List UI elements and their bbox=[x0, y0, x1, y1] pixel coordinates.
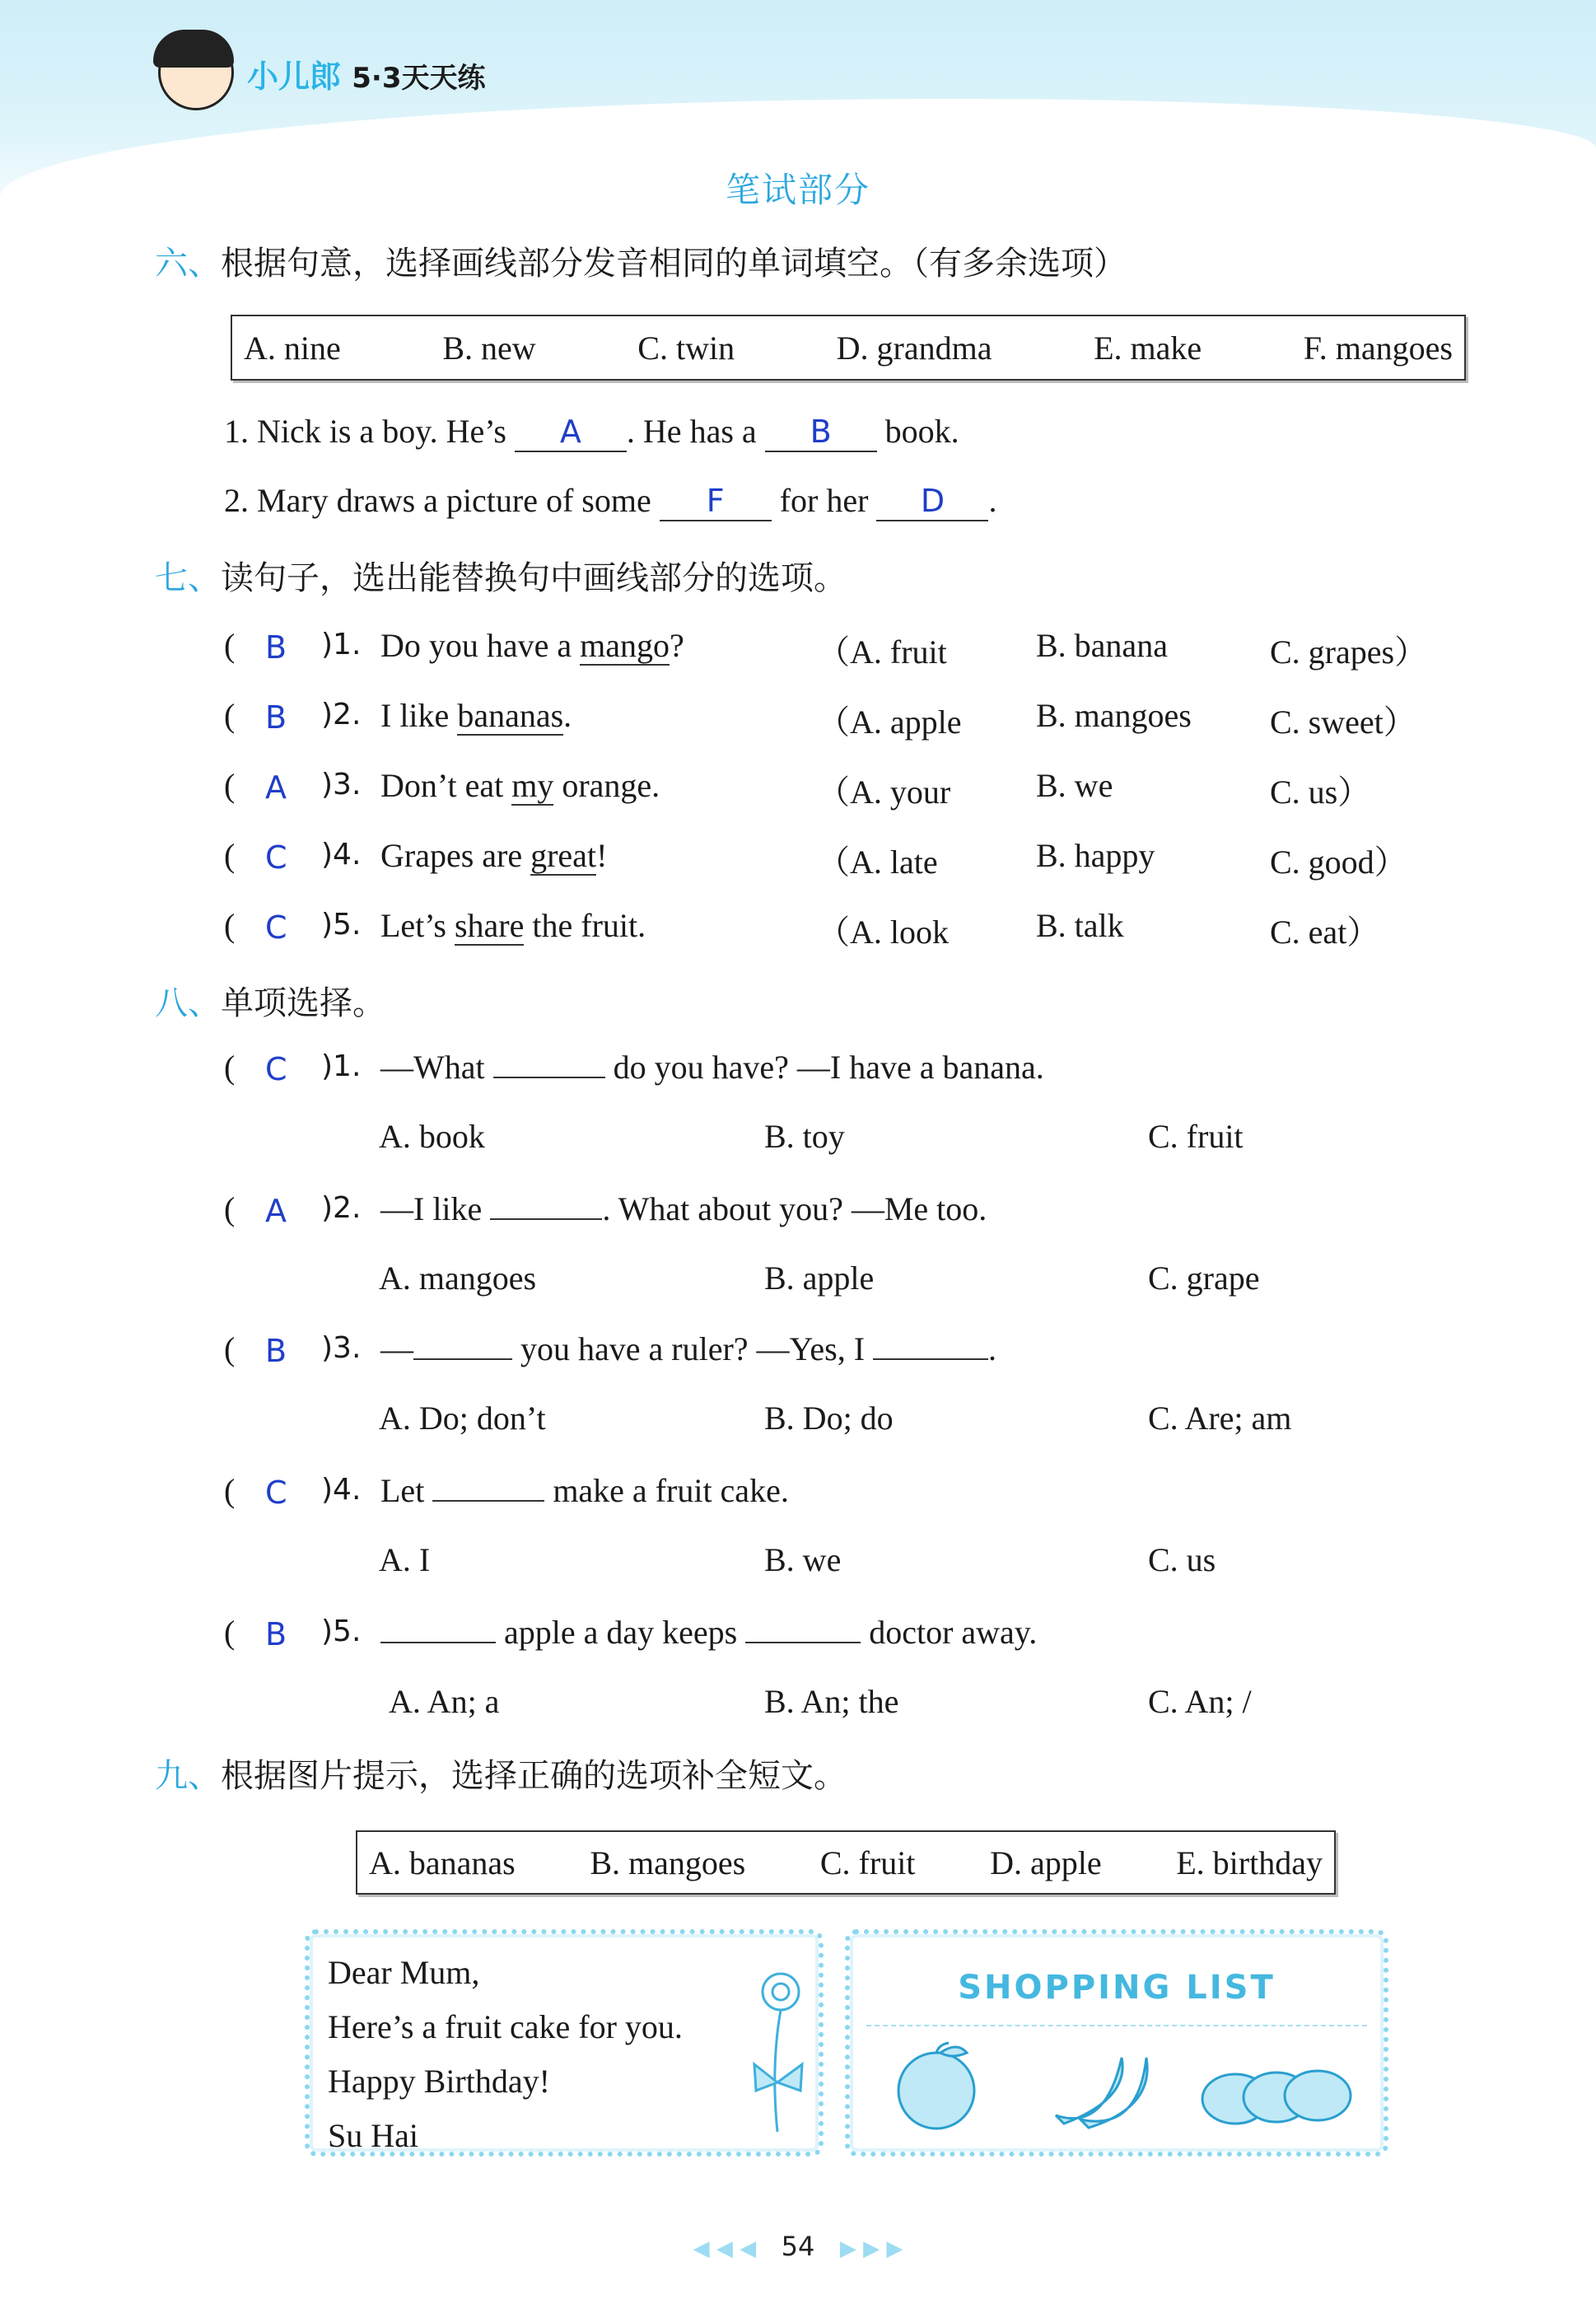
q7-option-c: C. eat） bbox=[1270, 914, 1380, 951]
q7-option-a: （A. look bbox=[817, 914, 949, 951]
q8-question bbox=[380, 1189, 987, 1228]
q7-item bbox=[224, 696, 1459, 745]
q8-option-a: A. Do; don’t bbox=[379, 1400, 546, 1437]
q8-number: 八、 bbox=[155, 984, 221, 1022]
paren-open: ( bbox=[224, 767, 236, 804]
q7-sentence bbox=[380, 836, 607, 875]
paren-open: ( bbox=[224, 697, 236, 734]
q7-answer[interactable]: C bbox=[265, 839, 287, 876]
q8-option-c: C. us bbox=[1148, 1541, 1216, 1578]
q8-q3: doctor away. bbox=[869, 1614, 1038, 1651]
q8-option-c: C. Are; am bbox=[1148, 1400, 1292, 1437]
q8-q2: you have a ruler? —Yes, I bbox=[520, 1330, 866, 1367]
q9-option-d: D. apple bbox=[990, 1844, 1102, 1881]
q7-option-c: C. grapes） bbox=[1270, 633, 1428, 671]
q8-number: )3. bbox=[321, 1331, 362, 1365]
q7-post: ! bbox=[596, 837, 608, 874]
q8-option-b: B. Do; do bbox=[764, 1400, 894, 1437]
q8-item bbox=[224, 1189, 1459, 1313]
q8-option-a: A. An; a bbox=[389, 1683, 500, 1720]
q8-answer[interactable]: B bbox=[265, 1333, 287, 1369]
brand-rest: 5·3天天练 bbox=[352, 62, 486, 95]
q7-answer[interactable]: B bbox=[265, 629, 287, 666]
q7-option-b: B. happy bbox=[1036, 837, 1155, 874]
q7-option-c: C. good） bbox=[1270, 844, 1407, 881]
q6-s1-answer-2: B bbox=[810, 414, 832, 450]
q8-number: )4. bbox=[321, 1473, 362, 1507]
paren-open: ( bbox=[224, 837, 236, 874]
q8-question bbox=[380, 1471, 789, 1510]
q7-underlined: bananas bbox=[457, 697, 564, 734]
q8-item bbox=[224, 1330, 1459, 1453]
q7-option-b: B. banana bbox=[1036, 627, 1168, 664]
paren-open: ( bbox=[224, 907, 236, 944]
q9-options-box bbox=[356, 1830, 1336, 1895]
q7-number: )4. bbox=[321, 838, 362, 872]
q7-post: ? bbox=[670, 627, 684, 664]
q6-s1-blank-2[interactable] bbox=[765, 412, 877, 452]
q7-pre: Let’s bbox=[380, 907, 455, 944]
q6-option-f: F. mangoes bbox=[1303, 329, 1453, 367]
paren-open: ( bbox=[224, 1614, 236, 1651]
card-line-1: Dear Mum, bbox=[328, 1954, 480, 1991]
q6-s1-blank-1[interactable] bbox=[515, 412, 627, 452]
q8-blank-1[interactable] bbox=[493, 1077, 605, 1078]
q8-option-b: B. we bbox=[764, 1541, 842, 1578]
shopping-list-card bbox=[845, 1929, 1388, 2157]
q9-option-c: C. fruit bbox=[819, 1844, 916, 1881]
q8-q1: — bbox=[380, 1330, 413, 1367]
paren-open: ( bbox=[224, 1472, 236, 1509]
q7-answer[interactable]: C bbox=[265, 909, 287, 946]
q7-number: )2. bbox=[321, 698, 362, 731]
q7-option-a: （A. late bbox=[817, 844, 938, 881]
q8-item bbox=[224, 1471, 1459, 1595]
q7-sentence bbox=[380, 906, 646, 945]
q8-answer[interactable]: C bbox=[265, 1474, 287, 1511]
q7-underlined: great bbox=[530, 837, 597, 874]
brand-main: 小儿郎 bbox=[247, 58, 342, 95]
q7-option-a: （A. fruit bbox=[817, 633, 947, 671]
q7-option-c: C. sweet） bbox=[1270, 703, 1416, 741]
q7-pre: I like bbox=[380, 697, 458, 734]
q7-number: )5. bbox=[321, 908, 362, 942]
q7-pre: Do you have a bbox=[380, 627, 581, 664]
q6-s2-blank-1[interactable] bbox=[660, 481, 772, 521]
q7-pre: Grapes are bbox=[380, 837, 531, 874]
q7-underlined: my bbox=[511, 767, 554, 804]
q8-title: 单项选择。 bbox=[221, 984, 385, 1022]
birthday-card bbox=[305, 1929, 824, 2157]
q9-option-a: A. bananas bbox=[369, 1844, 516, 1881]
q8-blank-2[interactable] bbox=[745, 1642, 861, 1643]
q9-option-b: B. mangoes bbox=[590, 1844, 746, 1881]
q7-item bbox=[224, 836, 1459, 886]
q8-answer[interactable]: B bbox=[265, 1616, 287, 1652]
q7-number: 七、 bbox=[155, 559, 221, 597]
q6-s2-part-a: 2. Mary draws a picture of some bbox=[224, 482, 651, 519]
q6-option-a: A. nine bbox=[244, 329, 341, 367]
q7-number: )1. bbox=[321, 628, 362, 661]
right-arrows-icon: ▶ ▶ ▶ bbox=[839, 2236, 903, 2261]
q8-option-a: A. I bbox=[379, 1541, 431, 1578]
card-line-4: Su Hai bbox=[328, 2117, 418, 2154]
paren-open: ( bbox=[224, 627, 236, 664]
q8-option-a: A. mangoes bbox=[379, 1259, 537, 1297]
q7-number: )3. bbox=[321, 768, 362, 801]
q8-item bbox=[224, 1048, 1459, 1171]
q6-sentence-1 bbox=[224, 412, 959, 452]
q6-option-c: C. twin bbox=[637, 329, 735, 367]
q7-sentence bbox=[380, 766, 660, 805]
q8-option-b: B. An; the bbox=[764, 1683, 899, 1720]
q7-post: the fruit. bbox=[524, 907, 646, 944]
q7-title: 读句子，选出能替换句中画线部分的选项。 bbox=[221, 559, 847, 597]
q8-item bbox=[224, 1613, 1459, 1736]
q6-s2-answer-1: F bbox=[706, 483, 725, 519]
q8-answer[interactable]: A bbox=[265, 1193, 287, 1229]
q7-post: . bbox=[563, 697, 572, 734]
q7-underlined: share bbox=[454, 907, 525, 944]
brand-logo bbox=[247, 51, 485, 96]
q8-q2: make a fruit cake. bbox=[553, 1472, 789, 1509]
section-title: 笔试部分 bbox=[725, 170, 870, 210]
q8-option-c: C. An; / bbox=[1148, 1683, 1252, 1720]
q8-answer[interactable]: C bbox=[265, 1051, 287, 1087]
q7-option-a: （A. your bbox=[817, 773, 951, 811]
q6-s2-part-c: . bbox=[988, 482, 997, 519]
q8-q2: do you have? —I have a banana. bbox=[613, 1049, 1044, 1086]
page-number-area bbox=[0, 2231, 1596, 2262]
q8-number: )1. bbox=[321, 1049, 362, 1083]
paren-open: ( bbox=[224, 1049, 236, 1086]
q8-option-b: B. apple bbox=[764, 1259, 875, 1297]
q8-heading bbox=[155, 977, 385, 1024]
banana-icon bbox=[1039, 2041, 1163, 2132]
q7-option-b: B. mangoes bbox=[1036, 697, 1192, 734]
q8-number: )5. bbox=[321, 1615, 362, 1648]
q6-s2-blank-2[interactable] bbox=[876, 481, 988, 521]
left-arrows-icon: ◀ ◀ ◀ bbox=[693, 2236, 757, 2261]
q6-s1-part-c: book. bbox=[884, 413, 959, 450]
q8-blank-1[interactable] bbox=[432, 1500, 544, 1502]
shopping-list-title: SHOPPING LIST bbox=[958, 1969, 1276, 2007]
card-line-3: Happy Birthday! bbox=[328, 2063, 550, 2100]
q6-s2-answer-2: D bbox=[920, 483, 945, 519]
q6-sentence-2 bbox=[224, 481, 996, 521]
q8-q2: apple a day keeps bbox=[504, 1614, 738, 1651]
q7-post: orange. bbox=[553, 767, 660, 804]
q8-number: )2. bbox=[321, 1191, 362, 1225]
q7-pre: Don’t eat bbox=[380, 767, 512, 804]
q6-option-d: D. grandma bbox=[836, 329, 992, 367]
q8-blank-1[interactable] bbox=[413, 1358, 512, 1360]
shopping-divider bbox=[866, 2025, 1367, 2026]
q8-q3: . bbox=[988, 1330, 997, 1367]
q8-blank-1[interactable] bbox=[490, 1218, 602, 1220]
q8-blank-1[interactable] bbox=[380, 1642, 496, 1643]
q8-option-c: C. grape bbox=[1148, 1259, 1260, 1297]
q7-answer[interactable]: B bbox=[265, 699, 287, 736]
q9-number: 九、 bbox=[155, 1757, 221, 1795]
q7-sentence bbox=[380, 626, 684, 665]
q7-item bbox=[224, 906, 1459, 956]
q8-q1: Let bbox=[380, 1472, 425, 1509]
q9-title: 根据图片提示，选择正确的选项补全短文。 bbox=[221, 1757, 847, 1795]
q9-heading bbox=[155, 1750, 847, 1797]
q8-question bbox=[380, 1330, 996, 1368]
q6-option-e: E. make bbox=[1094, 329, 1202, 367]
q8-question bbox=[380, 1048, 1044, 1087]
q6-number: 六、 bbox=[155, 245, 221, 283]
q7-option-c: C. us） bbox=[1270, 773, 1371, 811]
q8-option-a: A. book bbox=[379, 1118, 485, 1155]
q7-sentence bbox=[380, 696, 572, 735]
q8-question bbox=[380, 1613, 1037, 1652]
q7-underlined: mango bbox=[580, 627, 670, 664]
q8-option-b: B. toy bbox=[764, 1118, 845, 1155]
q6-s2-part-b: for her bbox=[779, 482, 869, 519]
q8-q2: . What about you? —Me too. bbox=[602, 1190, 987, 1227]
flower-icon bbox=[738, 1967, 812, 2140]
q7-option-b: B. we bbox=[1036, 767, 1113, 804]
q7-answer[interactable]: A bbox=[265, 769, 287, 806]
q7-item bbox=[224, 626, 1459, 675]
q7-item bbox=[224, 766, 1459, 816]
q6-title: 根据句意，选择画线部分发音相同的单词填空。（有多余选项） bbox=[221, 245, 1127, 283]
q6-s1-answer-1: A bbox=[559, 414, 581, 450]
q7-heading bbox=[155, 552, 847, 599]
q6-s1-part-a: 1. Nick is a boy. He’s bbox=[224, 413, 506, 450]
paren-open: ( bbox=[224, 1190, 236, 1227]
q8-q1: —I like bbox=[380, 1190, 483, 1227]
q7-option-b: B. talk bbox=[1036, 907, 1124, 944]
q8-q1: —What bbox=[380, 1049, 485, 1086]
apple-icon bbox=[891, 2041, 982, 2132]
q8-blank-2[interactable] bbox=[873, 1358, 988, 1360]
q9-option-e: E. birthday bbox=[1176, 1844, 1323, 1881]
paren-open: ( bbox=[224, 1330, 236, 1367]
card-line-2: Here’s a fruit cake for you. bbox=[328, 2008, 683, 2045]
q6-option-b: B. new bbox=[442, 329, 536, 367]
page-number: 54 bbox=[781, 2231, 815, 2262]
q7-option-a: （A. apple bbox=[817, 703, 962, 741]
q6-heading bbox=[155, 237, 1127, 284]
q8-option-c: C. fruit bbox=[1148, 1118, 1244, 1155]
mangoes-icon bbox=[1196, 2058, 1360, 2132]
q6-s1-part-b: . He has a bbox=[626, 413, 757, 450]
q6-options-box bbox=[231, 315, 1466, 381]
